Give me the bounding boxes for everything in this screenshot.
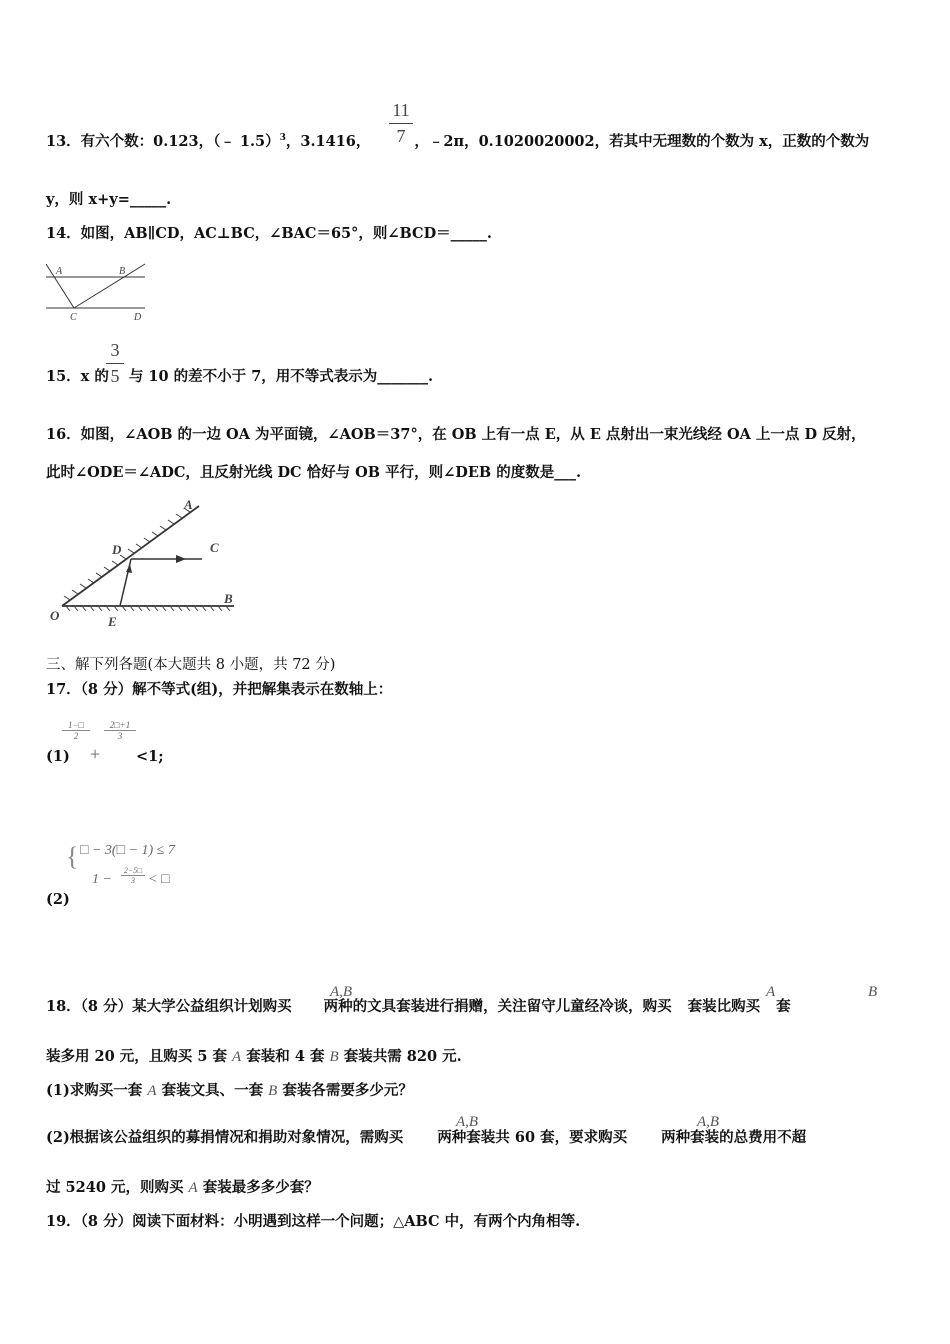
- q15-suffix: 与 10 的差不小于 7，用不等式表示为_______.: [128, 368, 434, 385]
- sym-b: B: [868, 984, 878, 1000]
- q18-q2a: (2)根据该公益组织的募捐情况和捐助对象情况，需购买: [46, 1129, 404, 1146]
- q15-prefix: 15．x 的: [46, 368, 109, 385]
- label-b: B: [224, 591, 233, 606]
- fraction-denominator: 2: [73, 731, 79, 741]
- q13-part1: 13．有六个数：0.123，（﹣ 1.5）: [46, 132, 280, 150]
- q18-l2c: 套装共需 820 元.: [343, 1048, 462, 1065]
- oa-hatching: [64, 508, 190, 600]
- q17-p2-label: (2): [46, 891, 70, 908]
- q18-q1b: 套装文具、一套: [161, 1082, 264, 1099]
- q18-q2d: 过 5240 元，则购买: [46, 1179, 184, 1196]
- fraction-numerator: 2−5□: [123, 866, 143, 875]
- sym-ab: A,B: [456, 1114, 479, 1130]
- q16-line1: 16．如图，∠AOB 的一边 OA 为平面镜，∠AOB＝37°，在 OB 上有一点 E，从 E 点射出一束光线经 OA 上一点 D 反射，: [46, 426, 866, 443]
- q17-p1-frac2: [104, 720, 136, 741]
- fraction-numerator: 1−□: [67, 720, 84, 730]
- q13-line1: [46, 128, 869, 152]
- fraction-denominator: 3: [131, 876, 135, 885]
- q17-title: 17．（8 分）解不等式(组)，并把解集表示在数轴上：: [46, 681, 393, 698]
- label-a: A: [56, 266, 63, 277]
- q13-part3: ，﹣2π，0.1020020002，若其中无理数的个数为 x，正数的个数为: [414, 132, 870, 150]
- fraction-bar: [106, 363, 124, 364]
- q18-line1: [46, 997, 791, 1017]
- q14-text: 14．如图，AB∥CD，AC⊥BC，∠BAC＝65°，则∠BCD＝_____.: [46, 225, 492, 242]
- q18-q2-line2: [46, 1178, 319, 1198]
- q18-l1c: 套装比购买: [687, 998, 761, 1015]
- label-c: C: [70, 312, 77, 323]
- label-e: E: [108, 614, 117, 629]
- label-a: A: [184, 497, 193, 512]
- fraction-numerator: 2□+1: [109, 720, 131, 730]
- q13-exponent: 3: [279, 133, 286, 143]
- fraction-denominator: 5: [110, 366, 120, 386]
- sym-ab: A,B: [697, 1114, 720, 1130]
- sym-a: A: [766, 984, 776, 1000]
- line-bc: [74, 264, 145, 308]
- arrow-dc: [176, 555, 186, 563]
- q15-line: [46, 367, 433, 387]
- q18-l1d: 套: [776, 998, 791, 1015]
- q18-q1: [46, 1081, 413, 1101]
- q18-q1a: (1)求购买一套: [46, 1082, 143, 1099]
- sym-b: B: [268, 1083, 278, 1099]
- q18-q2c: 两种套装的总费用不超: [661, 1129, 807, 1146]
- q17-p1-plus: +: [90, 744, 101, 764]
- q18-l1a: 18．（8 分）某大学公益组织计划购买: [46, 998, 292, 1015]
- section-heading: 三、解下列各题(本大题共 8 小题，共 72 分): [46, 657, 336, 673]
- q17-p2-row1: □ − 3(□ − 1) ≤ 7: [80, 843, 175, 858]
- label-d: D: [112, 542, 122, 557]
- label-d: D: [134, 312, 142, 323]
- label-o: O: [50, 608, 60, 623]
- label-c: C: [210, 540, 219, 555]
- brace-icon: {: [66, 842, 79, 871]
- q17-p2-row2b: < □: [148, 872, 170, 887]
- q18-q1c: 套装各需要多少元？: [282, 1082, 413, 1099]
- q18-l2b: 套装和 4 套: [246, 1048, 325, 1065]
- q18-q2b: 两种套装共 60 套，要求购买: [437, 1129, 628, 1146]
- q13-line2: y，则 x+y=_____.: [46, 191, 172, 208]
- fraction-denominator: 3: [117, 731, 123, 741]
- q17-p1-label: (1): [46, 748, 70, 765]
- sym-a: A: [147, 1083, 157, 1099]
- q17-p2-frac: [121, 866, 145, 885]
- q18-q2e: 套装最多多少套？: [202, 1179, 319, 1196]
- q19-text: 19．（8 分）阅读下面材料：小明遇到这样一个问题；△ABC 中，有两个内角相等.: [46, 1213, 581, 1230]
- fraction-numerator: 11: [392, 100, 410, 120]
- label-b: B: [119, 266, 126, 277]
- q18-l1b: 两种的文具套装进行捐赠，关注留守儿童经冷谈，购买: [323, 998, 672, 1015]
- q16-figure: [44, 492, 244, 632]
- q17-p1-frac1: [62, 720, 90, 741]
- q13-part2: ，3.1416，: [285, 132, 371, 150]
- fraction-numerator: 3: [110, 340, 120, 360]
- sym-a: A: [188, 1180, 198, 1196]
- sym-ab: A,B: [330, 984, 353, 1000]
- sym-b: B: [329, 1049, 339, 1065]
- q18-l2a: 装多用 20 元，且购买 5 套: [46, 1048, 227, 1065]
- q17-p2-row2a: 1 −: [92, 872, 112, 887]
- fraction-bar: [389, 123, 413, 124]
- sym-a: A: [232, 1049, 242, 1065]
- q18-line2: [46, 1047, 462, 1067]
- q16-line2: 此时∠ODE＝∠ADC，且反射光线 DC 恰好与 OB 平行，则∠DEB 的度数是___.: [46, 464, 581, 481]
- fraction-denominator: 7: [396, 126, 406, 146]
- q17-p1-tail: <1;: [136, 748, 164, 765]
- q18-q2-line1: [46, 1128, 806, 1148]
- q14-figure: [40, 260, 150, 324]
